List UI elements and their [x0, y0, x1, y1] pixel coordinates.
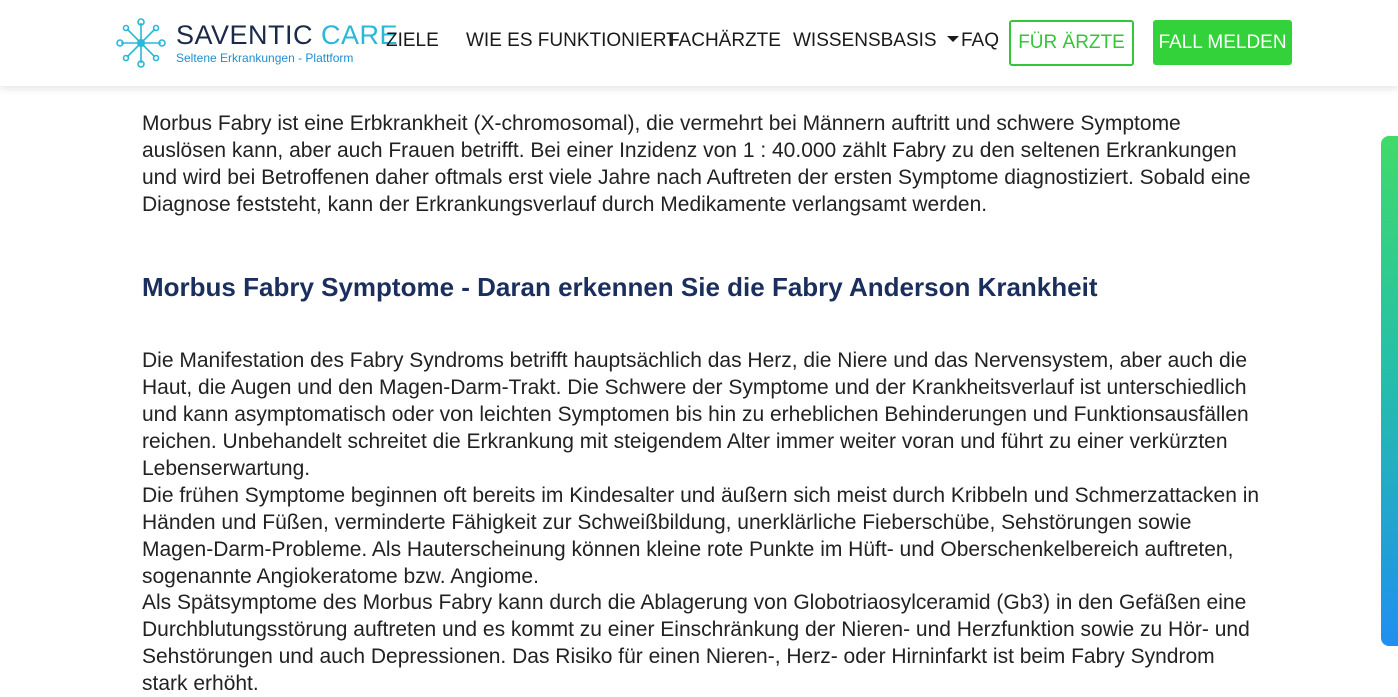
nav-item-wie-es-funktioniert[interactable]: WIE ES FUNKTIONIERT	[466, 30, 678, 51]
brand-logo[interactable]	[116, 16, 398, 70]
intro-paragraph: Morbus Fabry ist eine Erbkrankheit (X-chromosomal), die vermehrt bei Männern auftritt und schwere Symptome auslösen kann, aber auch Frauen betrifft. Bei einer Inzidenz von 1 : 40.000 zählt Fabry zu den seltenen Erkrankungen und wird bei Betroffenen daher oftmals erst viele Jahre nach Auftreten der ersten Symptome diagnostiziert. Sobald eine Diagnose feststeht, kann der Erkrankungsverlauf durch Medikamente verlangsamt werden.	[142, 112, 1251, 216]
dropdown-caret-icon	[947, 36, 959, 42]
section-heading: Morbus Fabry Symptome - Daran erkennen Sie die Fabry Anderson Krankheit	[142, 272, 1098, 302]
brand-name-part2: CARE	[321, 20, 399, 50]
early-symptoms-paragraph: Die frühen Symptome beginnen oft bereits im Kindesalter und äußern sich meist durch Kribbeln und Schmerzattacken in Händen und Füßen, verminderte Fähigkeit zur Schweißbildung, unerklärliche Fieberschübe, Sehstörungen sowie Magen-Darm-Probleme. Als Hauterscheinung können kleine rote Punkte im Hüft- und Oberschenkelbereich auftreten, sogenannte Angiokeratome bzw. Angiome.	[142, 484, 1260, 588]
nav-item-wissensbasis-label: WISSENSBASIS	[793, 30, 937, 51]
for-doctors-button[interactable]: FÜR ÄRZTE	[1009, 20, 1134, 66]
late-symptoms-paragraph: Als Spätsymptome des Morbus Fabry kann durch die Ablagerung von Globotriaosylceramid (Gb3) in den Gefäßen eine Durchblutungsstörung auftreten und es kommt zu einer Einschränkung der Nieren- und Herzfunktion sowie zu Hör- und Sehstörungen und auch Depressionen. Das Risiko für einen Nieren-, Herz- oder Hirninfarkt ist beim Fabry Syndrom stark erhöht.	[142, 591, 1250, 695]
manifestation-paragraph: Die Manifestation des Fabry Syndroms betrifft hauptsächlich das Herz, die Niere und das Nervensystem, aber auch die Haut, die Augen und den Magen-Darm-Trakt. Die Schwere der Symptome und der Krankheitsverlauf ist unterschiedlich und kann asymptomatisch oder von leichten Symptomen bis hin zu erheblichen Behinderungen und Funktionsausfällen reichen. Unbehandelt schreitet die Erkrankung mit steigendem Alter immer weiter voran und führt zu einer verkürzten Lebenserwartung.	[142, 349, 1249, 480]
nav-item-faq[interactable]: FAQ	[961, 30, 1000, 51]
feedback-side-tab[interactable]	[1381, 136, 1398, 646]
brand-name-part1: SAVENTIC	[176, 20, 322, 50]
brand-name	[176, 22, 398, 49]
brand-tagline: Seltene Erkrankungen - Plattform	[176, 51, 354, 65]
network-logo-icon	[116, 18, 166, 68]
nav-item-fachaerzte[interactable]: FACHÄRZTE	[668, 30, 781, 51]
report-case-button[interactable]: FALL MELDEN	[1153, 20, 1292, 65]
top-navbar	[0, 0, 1398, 86]
nav-item-ziele[interactable]: ZIELE	[386, 30, 439, 51]
nav-item-wissensbasis[interactable]	[793, 30, 959, 52]
